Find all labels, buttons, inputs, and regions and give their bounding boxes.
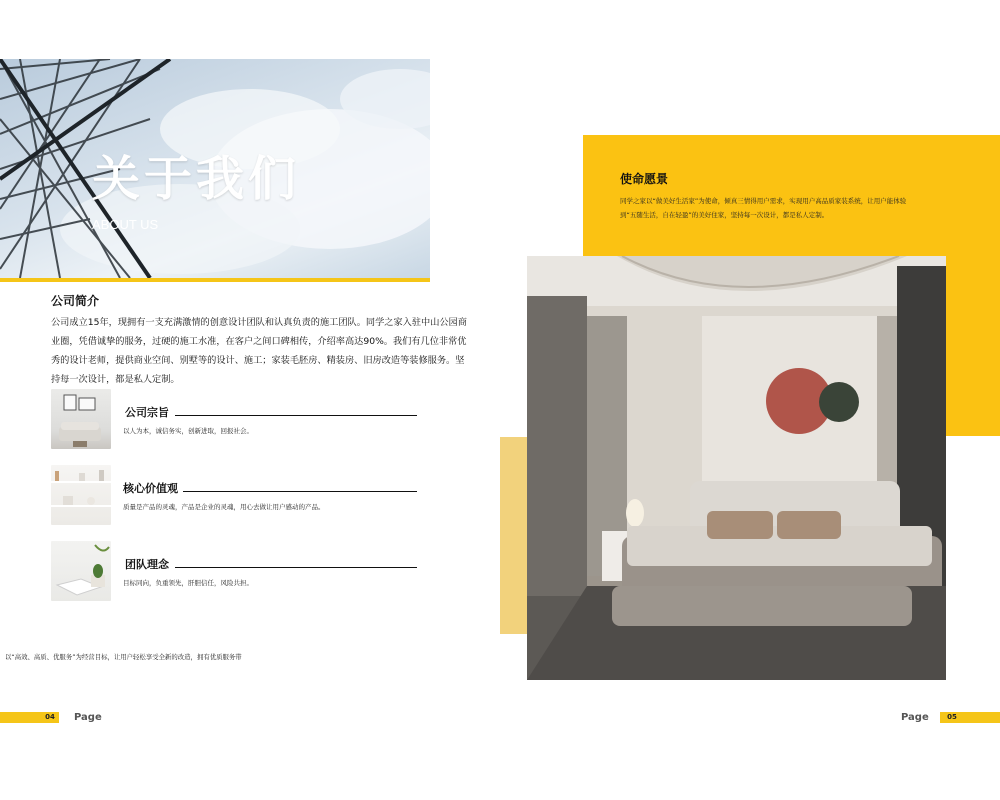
living-room-thumbnail — [51, 389, 111, 449]
page-label: Page — [74, 712, 102, 723]
item-title: 公司宗旨 — [125, 406, 169, 419]
divider — [183, 491, 417, 492]
page-subtitle: ABOUT US — [92, 217, 159, 232]
page-title: 关于我们 — [92, 151, 301, 207]
page-number: 05 — [947, 713, 957, 721]
accent-strip — [500, 437, 527, 634]
item-title: 核心价值观 — [123, 482, 178, 495]
shelf-thumbnail — [51, 465, 111, 525]
item-desc: 质量是产品的灵魂，产品是企业的灵魂，用心去做让用户感动的产品。 — [123, 503, 325, 511]
plant-book-thumbnail — [51, 541, 111, 601]
divider — [175, 567, 417, 568]
page-number-bar-right — [940, 712, 1000, 723]
page-label: Page — [901, 712, 929, 723]
page-number-bar-left — [0, 712, 59, 723]
hero-accent-bar — [0, 278, 430, 282]
mission-title: 使命愿景 — [620, 172, 669, 186]
bedroom-photo — [527, 256, 946, 680]
item-desc: 目标同向，负重领先，肝胆信任，风险共担。 — [123, 579, 253, 587]
item-title: 团队理念 — [125, 558, 169, 571]
page-number: 04 — [45, 713, 55, 721]
divider — [175, 415, 417, 416]
footnote: 以“高效、高质、优服务”为经营目标，让用户轻松享受全新的改造，拥有优质服务带 — [5, 653, 242, 661]
intro-body: 公司成立15年，现拥有一支充满激情的创意设计团队和认真负责的施工团队。同学之家入驻中山公园商业圈，凭借诚挚的服务，过硬的施工水准，在客户之间口碑相传，介绍率高达90%。我们有几位非常优秀的设计老师，提供商业空间、别墅等的设计、施工；家装毛胚房、精装房、旧房改造等装修服务。坚持每一次设计，都是私人定制。 — [51, 317, 467, 385]
intro-title: 公司简介 — [51, 294, 100, 308]
item-desc: 以人为本，诚信务实，创新进取，回报社会。 — [123, 427, 253, 435]
mission-body: 同学之家以“做美好生活家”为使命，倾真三情得用户需求，实现用户高品质家装系统，让用户能体验到“五随生活，自在轻盈”的美好住家，坚持每一次设计，都是私人定制。 — [620, 197, 907, 219]
